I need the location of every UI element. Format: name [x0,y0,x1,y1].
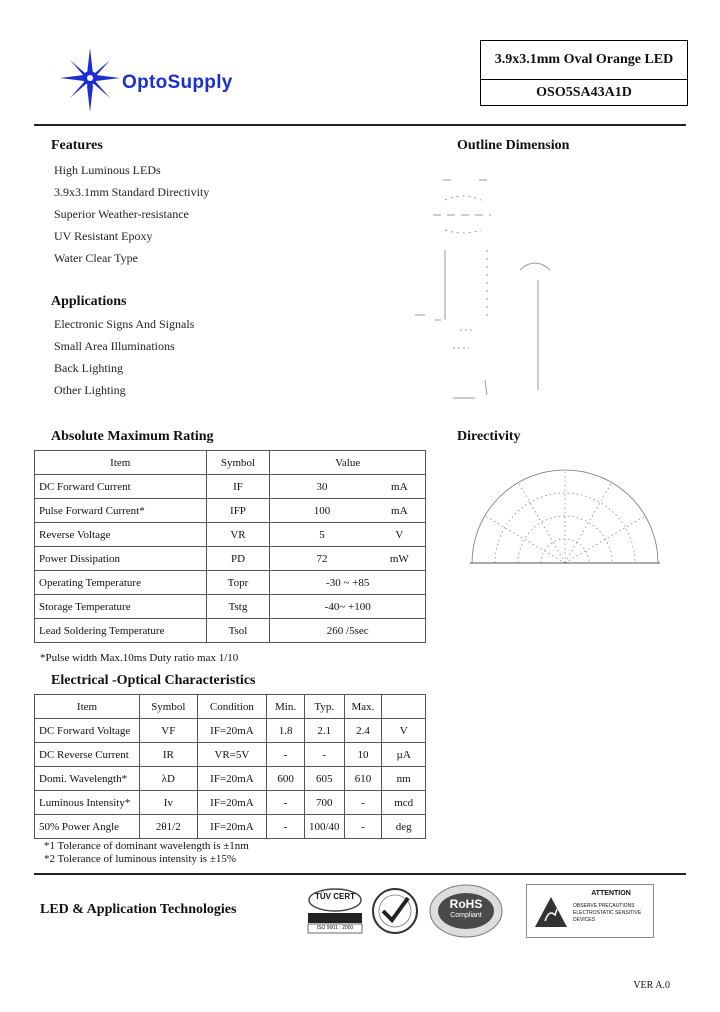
eo-heading: Electrical -Optical Characteristics [51,673,256,688]
abs-max-heading: Absolute Maximum Rating [51,429,214,444]
cell-typ: 2.1 [304,719,344,743]
eo-note: *2 Tolerance of luminous intensity is ±15% [44,853,237,865]
eo-note: *1 Tolerance of dominant wavelength is ±1nm [44,840,249,852]
cell-item: 50% Power Angle [35,815,140,839]
footer-divider [34,873,686,875]
applications-heading: Applications [51,294,127,309]
table-header-row [35,451,426,475]
table-row [35,791,426,815]
esd-attention-badge [526,884,654,938]
list-item: Superior Weather-resistance [54,207,189,221]
cell-typ: 605 [304,767,344,791]
header-divider [34,124,686,126]
cell-unit: mcd [382,791,426,815]
features-list [54,163,209,273]
cell-item: Reverse Voltage [35,523,207,547]
iso-label: ISO 9001 : 2000 [316,925,354,931]
tuv-cert-badge [306,886,364,934]
rohs-badge [428,884,504,938]
rohs-leaf-icon [428,884,504,938]
col-header-unit [382,695,426,719]
rohs-compliant-label: Compliant [450,912,482,919]
cell-item: DC Forward Current [35,475,207,499]
cell-value: -30 ~ +85 [270,571,426,595]
cell-unit: V [374,523,426,547]
cell-max: - [344,791,382,815]
cell-item: Luminous Intensity* [35,791,140,815]
cell-item: DC Forward Voltage [35,719,140,743]
cell-item: Operating Temperature [35,571,207,595]
rohs-label: RoHS [449,897,483,911]
cell-item: Lead Soldering Temperature [35,619,207,643]
cell-unit: mW [374,547,426,571]
cell-value: -40~ +100 [270,595,426,619]
table-row [35,719,426,743]
cell-symbol: IF [206,475,270,499]
cell-item: Domi. Wavelength* [35,767,140,791]
cell-typ: 700 [304,791,344,815]
cell-max: 2.4 [344,719,382,743]
cell-unit: µA [382,743,426,767]
list-item: Electronic Signs And Signals [54,317,195,331]
product-title-box [480,40,688,106]
outline-drawing [405,170,565,410]
col-header-item: Item [35,695,140,719]
directivity-polar-plot [470,468,660,568]
cell-condition: IF=20mA [197,767,267,791]
cell-min: - [267,815,305,839]
esd-warning-icon [533,895,569,929]
directivity-heading: Directivity [457,429,521,444]
cell-min: - [267,743,305,767]
features-heading: Features [51,138,103,153]
cell-symbol: 2θ1/2 [140,815,198,839]
cell-min: - [267,791,305,815]
cell-min: 600 [267,767,305,791]
abs-max-table [34,450,426,643]
cell-symbol: Tsol [206,619,270,643]
eo-table [34,694,426,839]
cell-value: 72 [270,547,374,571]
tuv-label: TÜV CERT [315,892,355,901]
cell-value: 30 [270,475,374,499]
cell-max: 10 [344,743,382,767]
cell-symbol: Tstg [206,595,270,619]
cell-unit: mA [374,475,426,499]
cell-min: 1.8 [267,719,305,743]
table-row [35,571,426,595]
cell-condition: IF=20mA [197,719,267,743]
cell-symbol: IR [140,743,198,767]
footer-title: LED & Application Technologies [40,902,237,917]
table-header-row [35,695,426,719]
list-item: UV Resistant Epoxy [54,229,153,243]
col-header-item: Item [35,451,207,475]
cell-max: - [344,815,382,839]
table-row [35,743,426,767]
cell-value: 260 /5sec [270,619,426,643]
part-number: OSO5SA43A1D [536,84,632,100]
cell-typ: 100/40 [304,815,344,839]
col-header-symbol: Symbol [206,451,270,475]
table-row [35,475,426,499]
abs-max-note: *Pulse width Max.10ms Duty ratio max 1/10 [40,652,239,664]
cell-symbol: IFP [206,499,270,523]
cell-symbol: VR [206,523,270,547]
cell-max: 610 [344,767,382,791]
list-item: Small Area Illuminations [54,339,175,353]
table-row [35,523,426,547]
cell-item: Storage Temperature [35,595,207,619]
cell-item: DC Reverse Current [35,743,140,767]
cell-unit: nm [382,767,426,791]
table-row [35,815,426,839]
cell-symbol: λD [140,767,198,791]
cell-condition: IF=20mA [197,791,267,815]
col-header-value: Value [270,451,426,475]
applications-list [54,317,194,405]
cell-symbol: Topr [206,571,270,595]
cell-symbol: VF [140,719,198,743]
cell-item: Power Dissipation [35,547,207,571]
list-item: Back Lighting [54,361,123,375]
table-row [35,499,426,523]
list-item: Water Clear Type [54,251,138,265]
quality-check-icon [370,886,420,936]
col-header-typ: Typ. [304,695,344,719]
esd-title: ATTENTION [591,890,631,897]
col-header-max: Max. [344,695,382,719]
table-row [35,595,426,619]
outline-heading: Outline Dimension [457,138,570,153]
col-header-min: Min. [267,695,305,719]
cell-condition: VR=5V [197,743,267,767]
cell-unit: V [382,719,426,743]
cell-condition: IF=20mA [197,815,267,839]
esd-text: OBSERVE PRECAUTIONS ELECTROSTATIC SENSITIVE DEVICES [573,903,642,923]
table-row [35,767,426,791]
table-row [35,619,426,643]
list-item: 3.9x3.1mm Standard Directivity [54,185,210,199]
list-item: Other Lighting [54,383,126,397]
list-item: High Luminous LEDs [54,163,161,177]
product-title: 3.9x3.1mm Oval Orange LED [481,41,687,80]
cell-value: 5 [270,523,374,547]
cell-item: Pulse Forward Current* [35,499,207,523]
col-header-symbol: Symbol [140,695,198,719]
version-label: VER A.0 [633,980,670,991]
cell-unit: deg [382,815,426,839]
cell-unit: mA [374,499,426,523]
table-row [35,547,426,571]
cell-value: 100 [270,499,374,523]
col-header-condition: Condition [197,695,267,719]
cell-typ: - [304,743,344,767]
star-logo-icon [60,48,120,112]
cell-symbol: Iv [140,791,198,815]
cell-symbol: PD [206,547,270,571]
brand-name: OptoSupply [122,72,233,93]
